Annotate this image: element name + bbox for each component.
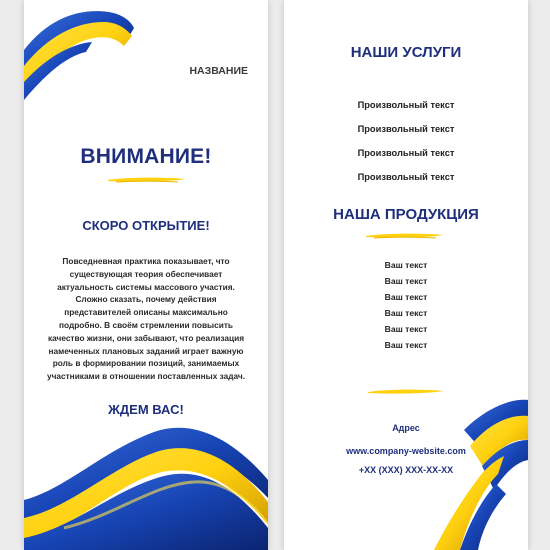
brand-name-label: НАЗВАНИЕ — [189, 65, 248, 77]
service-item: Произвольный текст — [357, 148, 455, 158]
body-line: существующая теория обеспечивает — [69, 268, 223, 279]
product-item: Ваш текст — [384, 292, 428, 302]
body-line: Повседневная практика показывает, что — [62, 256, 230, 266]
body-line: актуальность системы массового участия. — [57, 281, 235, 292]
service-item: Произвольный текст — [357, 100, 455, 110]
product-item: Ваш текст — [384, 340, 428, 350]
left-flyer-panel — [24, 0, 268, 550]
ribbon-top-left-decoration — [24, 0, 134, 100]
right-flyer-panel — [284, 0, 528, 550]
product-item: Ваш текст — [384, 276, 428, 286]
products-heading: НАША ПРОДУКЦИЯ — [333, 206, 479, 223]
service-item: Произвольный текст — [357, 172, 455, 182]
product-item: Ваш текст — [384, 324, 428, 334]
opening-soon-heading: СКОРО ОТКРЫТИЕ! — [82, 218, 210, 233]
body-paragraph — [46, 255, 246, 383]
ribbon-bottom-right-decoration — [284, 390, 528, 550]
address-label: Адрес — [392, 423, 420, 433]
body-line: подробно. В своём стремлении повысить — [58, 319, 234, 330]
yellow-brush-divider — [364, 232, 446, 240]
yellow-brush-divider — [106, 176, 188, 184]
phone-number: +XX (XXX) XXX-XX-XX — [358, 465, 454, 475]
ribbon-bottom-decoration — [24, 420, 268, 550]
body-line: участниками в отношении поставленных задач. — [46, 371, 246, 382]
body-line: представителей описаны максимально — [64, 307, 228, 318]
product-item: Ваш текст — [384, 260, 428, 270]
body-line: Сложно сказать, почему действия — [75, 294, 217, 305]
services-heading: НАШИ УСЛУГИ — [350, 44, 462, 61]
body-line: намеченных плановых заданий играет важную — [48, 345, 244, 356]
website-link[interactable]: www.company-website.com — [346, 446, 466, 456]
service-item: Произвольный текст — [357, 124, 455, 134]
welcome-closing-heading: ЖДЕМ ВАС! — [108, 402, 184, 417]
body-line: качество жизни, они забывают, что реализация — [47, 332, 245, 343]
product-item: Ваш текст — [384, 308, 428, 318]
body-line: роль в формировании позиций, занимаемых — [52, 358, 240, 369]
attention-heading: ВНИМАНИЕ! — [80, 145, 212, 168]
